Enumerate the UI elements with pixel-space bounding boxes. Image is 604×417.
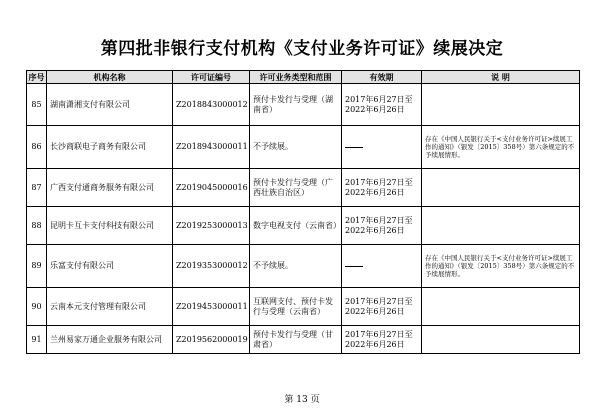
- cell-institution-name: 长沙商联电子商务有限公司: [47, 126, 173, 169]
- cell-institution-name: 湖南潇湘支付有限公司: [47, 84, 173, 126]
- cell-institution-name: 云南本元支付管理有限公司: [47, 288, 173, 326]
- cell-validity: [342, 245, 422, 288]
- cell-no: 88: [27, 207, 47, 245]
- table-header-row: [27, 71, 580, 84]
- cell-license-number: Z2019253000013: [173, 207, 250, 245]
- cell-no: 91: [27, 326, 47, 354]
- cell-note: [422, 207, 580, 245]
- cell-validity: 2017年6月27日至2022年6月26日: [342, 169, 422, 207]
- note-text: 存在《中国人民银行关于<支付业务许可证>续展工作的通知》（银发〔2015〕358号）第六条规定的不予续展情形。: [425, 254, 575, 278]
- note-text: 存在《中国人民银行关于<支付业务许可证>续展工作的通知》（银发〔2015〕358号）第六条规定的不予续展情形。: [425, 135, 575, 159]
- cell-institution-name: 兰州易家万通企业服务有限公司: [47, 326, 173, 354]
- cell-business-scope: 预付卡发行与受理（湖南省）: [250, 84, 342, 126]
- dash-mark: [345, 266, 363, 267]
- header-no: 序号: [28, 72, 45, 82]
- header-license: 许可证编号: [173, 71, 250, 84]
- cell-license-number: Z2019562000019: [173, 326, 250, 354]
- cell-validity: 2017年6月27日至2022年6月26日: [342, 207, 422, 245]
- page-title: 第四批非银行支付机构《支付业务许可证》续展决定: [100, 39, 504, 59]
- cell-note: [422, 288, 580, 326]
- header-validity: 有效期: [342, 71, 422, 84]
- cell-validity: [342, 126, 422, 169]
- cell-institution-name: 广西支付通商务服务有限公司: [47, 169, 173, 207]
- cell-business-scope: 不予续展。: [250, 126, 342, 169]
- cell-validity: 2017年6月27日至2022年6月26日: [342, 84, 422, 126]
- cell-note: [422, 126, 580, 169]
- cell-note: [422, 245, 580, 288]
- cell-note: [422, 169, 580, 207]
- table-row: [27, 245, 580, 288]
- table-row: [27, 169, 580, 207]
- cell-institution-name: 昆明卡互卡支付科技有限公司: [47, 207, 173, 245]
- cell-business-scope: 互联网支付、预付卡发行与受理（云南省）: [250, 288, 342, 326]
- cell-note: [422, 326, 580, 354]
- cell-no: 86: [27, 126, 47, 169]
- table-row: [27, 207, 580, 245]
- table-row: [27, 84, 580, 126]
- cell-business-scope: 预付卡发行与受理（甘肃省）: [250, 326, 342, 354]
- header-scope: 许可业务类型和范围: [250, 71, 342, 84]
- table-row: [27, 288, 580, 326]
- cell-institution-name: 乐富支付有限公司: [47, 245, 173, 288]
- header-name: 机构名称: [47, 71, 173, 84]
- dash-mark: [345, 147, 363, 148]
- cell-no: 87: [27, 169, 47, 207]
- cell-no: 90: [27, 288, 47, 326]
- cell-validity: 2017年6月27日至2022年6月26日: [342, 288, 422, 326]
- cell-note: [422, 84, 580, 126]
- table-row: [27, 326, 580, 354]
- cell-license-number: Z2018943000011: [173, 126, 250, 169]
- cell-business-scope: 数字电视支付（云南省）: [250, 207, 342, 245]
- cell-business-scope: 预付卡发行与受理（广西壮族自治区）: [250, 169, 342, 207]
- cell-license-number: Z2018843000012: [173, 84, 250, 126]
- cell-validity: 2017年6月27日至2022年6月26日: [342, 326, 422, 354]
- cell-no: 89: [27, 245, 47, 288]
- table-row: [27, 126, 580, 169]
- cell-no: 85: [27, 84, 47, 126]
- header-note: 说 明: [422, 71, 580, 84]
- cell-license-number: Z2019353000012: [173, 245, 250, 288]
- cell-license-number: Z2019453000011: [173, 288, 250, 326]
- page-number: 第 13 页: [284, 395, 320, 405]
- decision-table: [26, 70, 580, 354]
- cell-license-number: Z2019045000016: [173, 169, 250, 207]
- cell-business-scope: 不予续展。: [250, 245, 342, 288]
